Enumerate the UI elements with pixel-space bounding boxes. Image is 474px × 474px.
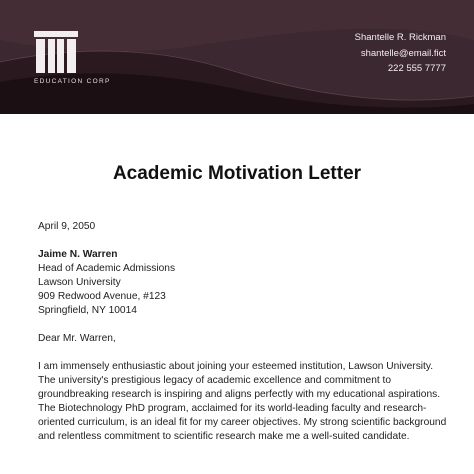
letter-date: April 9, 2050 [38, 221, 96, 232]
logo-text: EDUCATION CORP [34, 78, 111, 85]
recipient-title: Head of Academic Admissions [38, 263, 176, 274]
paragraph-1: I am immensely enthusiastic about joining your esteemed institution, Lawson University. The university's prestigious legacy of academic excellence and commitment to groundbreaking research is inspiring and aligns perfectly with my educational aspirations. The Biotechnology PhD program, acclaimed for its world-leading faculty and research-oriented curriculum, is an ideal fit for my career objectives. My strong scientific background and relentless commitment to scientific research make me a well-suited candidate. [38, 361, 447, 442]
recipient-name: Jaime N. Warren [38, 249, 118, 260]
recipient-address-line1: 909 Redwood Avenue, #123 [38, 291, 166, 302]
letter-title: Academic Motivation Letter [112, 163, 362, 184]
sender-phone: 222 555 7777 [387, 63, 446, 74]
recipient-address-line2: Springfield, NY 10014 [38, 305, 137, 316]
recipient-organization: Lawson University [38, 277, 121, 288]
sender-email[interactable]: shantelle@email.fict [360, 47, 446, 59]
letter-body [38, 220, 448, 444]
sender-name: Shantelle R. Rickman [354, 32, 446, 43]
education-corp-logo [34, 31, 114, 73]
building-columns-icon [34, 31, 78, 73]
salutation: Dear Mr. Warren, [38, 333, 116, 344]
recipient-block [38, 248, 448, 318]
letterhead [0, 0, 474, 114]
sender-contact [355, 30, 446, 77]
